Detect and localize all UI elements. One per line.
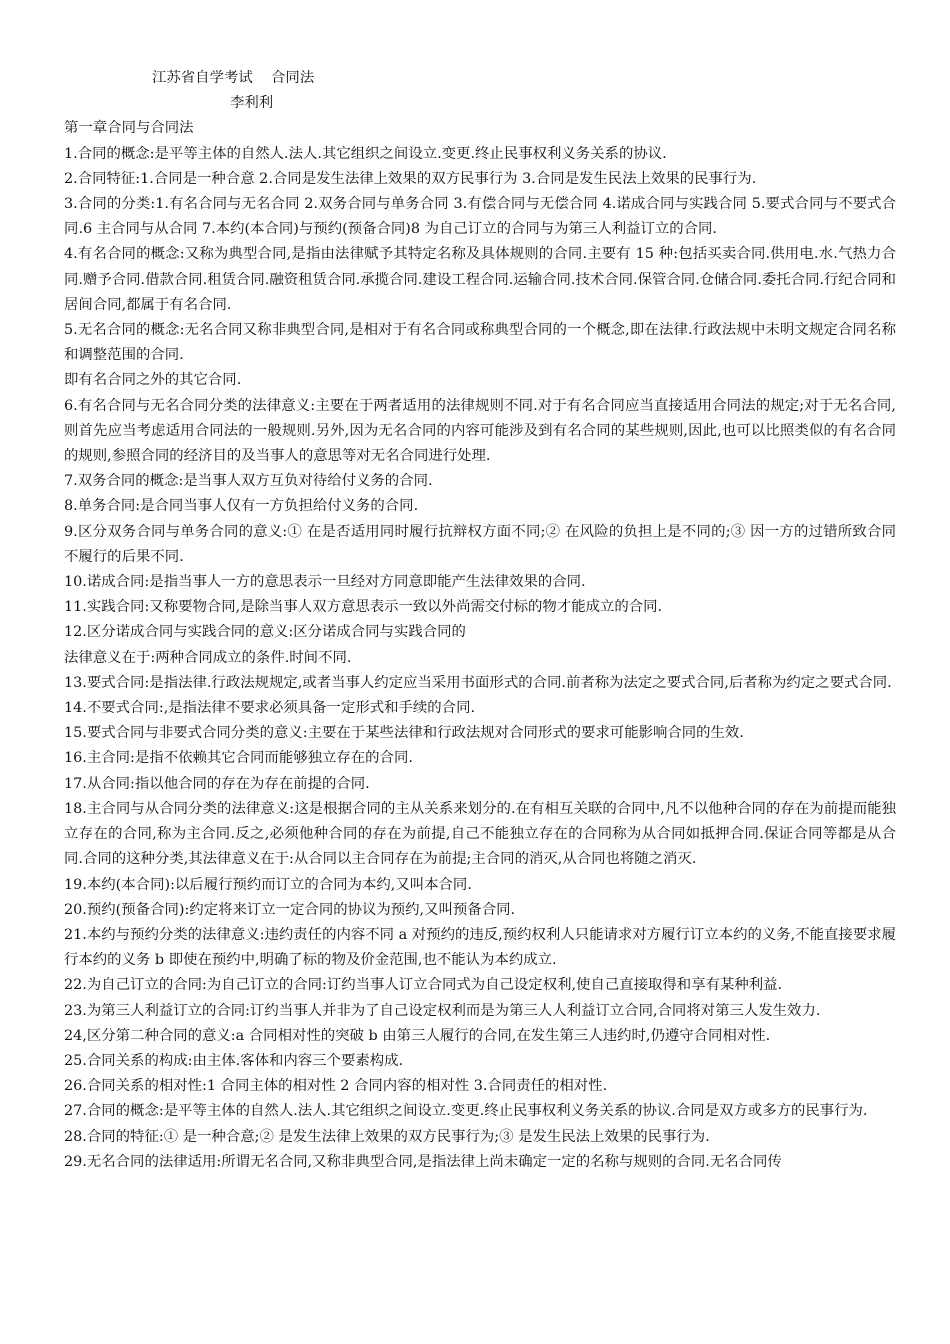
paragraph: 6.有名合同与无名合同分类的法律意义:主要在于两者适用的法律规则不同.对于有名合同应当直接适用合同法的规定;对于无名合同,则首先应当考虑适用合同法的一般规则.另外,因为无名合同的内容可能涉及到有名合同的某些规则,因此,也可以比照类似的有名合同的规则,参照合同的经济目的及当事人的意思等对无名合同进行处理. — [64, 397, 896, 465]
paragraph: 14.不要式合同:,是指法律不要求必须具备一定形式和手续的合同. — [64, 700, 476, 717]
paragraph: 2.合同特征:1.合同是一种合意 2.合同是发生法律上效果的双方民事行为 3.合同是发生民法上效果的民事行为. — [64, 170, 757, 187]
paragraph: 23.为第三人利益订立的合同:订约当事人并非为了自己设定权利而是为第三人人利益订立合同,合同将对第三人发生效力. — [64, 1002, 821, 1019]
paragraph: 16.主合同:是指不依赖其它合同而能够独立存在的合同. — [64, 750, 413, 767]
paragraph: 20.预约(预备合同):约定将来订立一定合同的协议为预约,又叫预备合同. — [64, 901, 516, 918]
paragraph: 15.要式合同与非要式合同分类的意义:主要在于某些法律和行政法规对合同形式的要求可能影响合同的生效. — [64, 725, 744, 742]
paragraph: 26.合同关系的相对性:1 合同主体的相对性 2 合同内容的相对性 3.合同责任的相对性. — [64, 1078, 608, 1095]
paragraph: 22.为自己订立的合同:为自己订立的合同:订约当事人订立合同式为自己设定权利,使自己直接取得和享有某种利益. — [64, 977, 783, 994]
paragraph: 法律意义在于:两种合同成立的条件.时间不同. — [64, 649, 352, 666]
paragraph: 10.诺成合同:是指当事人一方的意思表示一旦经对方同意即能产生法律效果的合同. — [64, 574, 586, 591]
paragraph: 21.本约与预约分类的法律意义:违约责任的内容不同 a 对预约的违反,预约权利人只能请求对方履行订立本约的义务,不能直接要求履行本约的义务 b 即使在预约中,明确了标的物及价金范围,也不能认为本约成立. — [64, 926, 896, 969]
paragraph: 11.实践合同:又称要物合同,是除当事人双方意思表示一致以外尚需交付标的物才能成立的合同. — [64, 599, 663, 616]
chapter-heading: 第一章合同与合同法 — [64, 120, 194, 137]
paragraph: 28.合同的特征:① 是一种合意;② 是发生法律上效果的双方民事行为;③ 是发生民法上效果的民事行为. — [64, 1128, 710, 1145]
paragraph: 13.要式合同:是指法律.行政法规规定,或者当事人约定应当采用书面形式的合同.前者称为法定之要式合同,后者称为约定之要式合同. — [64, 674, 892, 691]
paragraph: 9.区分双务合同与单务合同的意义:① 在是否适用同时履行抗辩权方面不同;② 在风险的负担上是不同的;③ 因一方的过错所致合同不履行的后果不同. — [64, 523, 896, 565]
paragraph-list — [64, 142, 896, 1175]
paragraph: 25.合同关系的构成:由主体.客体和内容三个要素构成. — [64, 1052, 404, 1069]
paragraph: 7.双务合同的概念:是当事人双方互负对待给付义务的合同. — [64, 473, 433, 490]
document-title: 江苏省自学考试 合同法 — [152, 70, 315, 86]
paragraph: 4.有名合同的概念:又称为典型合同,是指由法律赋予其特定名称及具体规则的合同.主要有 15 种:包括买卖合同.供用电.水.气热力合同.赠予合同.借款合同.租赁合同.融资租赁合同.承揽合同.建设工程合同.运输合同.技术合同.保管合同.仓储合同.委托合同.行纪合同和居间合同,都属于有名合同. — [64, 246, 896, 313]
paragraph: 27.合同的概念:是平等主体的自然人.法人.其它组织之间设立.变更.终止民事权利义务关系的协议.合同是双方或多方的民事行为. — [64, 1103, 868, 1120]
paragraph: 12.区分诺成合同与实践合同的意义:区分诺成合同与实践合同的 — [64, 624, 466, 641]
document-author: 李利利 — [230, 95, 274, 112]
paragraph: 3.合同的分类:1.有名合同与无名合同 2.双务合同与单务合同 3.有偿合同与无偿合同 4.诺成合同与实践合同 5.要式合同与不要式合同.6 主合同与从合同 7.本约(本合同)与预约(预备合同)8 为自己订立的合同与为第三人利益订立的合同. — [64, 196, 896, 238]
paragraph: 8.单务合同:是合同当事人仅有一方负担给付义务的合同. — [64, 498, 419, 515]
paragraph: 17.从合同:指以他合同的存在为存在前提的合同. — [64, 775, 370, 792]
paragraph: 19.本约(本合同):以后履行预约而订立的合同为本约,又叫本合同. — [64, 876, 472, 893]
paragraph: 29.无名合同的法律适用:所谓无名合同,又称非典型合同,是指法律上尚未确定一定的名称与规则的合同.无名合同传 — [64, 1153, 782, 1170]
document-body — [64, 66, 896, 1175]
paragraph: 即有名合同之外的其它合同. — [64, 372, 242, 389]
paragraph: 24,区分第二种合同的意义:a 合同相对性的突破 b 由第三人履行的合同,在发生第三人违约时,仍遵守合同相对性. — [64, 1027, 771, 1044]
paragraph: 1.合同的概念:是平等主体的自然人.法人.其它组织之间设立.变更.终止民事权利义务关系的协议. — [64, 145, 667, 162]
paragraph: 5.无名合同的概念:无名合同又称非典型合同,是相对于有名合同或称典型合同的一个概念,即在法律.行政法规中未明文规定合同名称和调整范围的合同. — [64, 322, 896, 364]
paragraph: 18.主合同与从合同分类的法律意义:这是根据合同的主从关系来划分的.在有相互关联的合同中,凡不以他种合同的存在为前提而能独立存在的合同,称为主合同.反之,必须他种合同的存在为前提,自己不能独立存在的合同称为从合同如抵押合同.保证合同等都是从合同.合同的这种分类,其法律意义在于:从合同以主合同存在为前提;主合同的消灭,从合同也将随之消灭. — [64, 800, 896, 868]
